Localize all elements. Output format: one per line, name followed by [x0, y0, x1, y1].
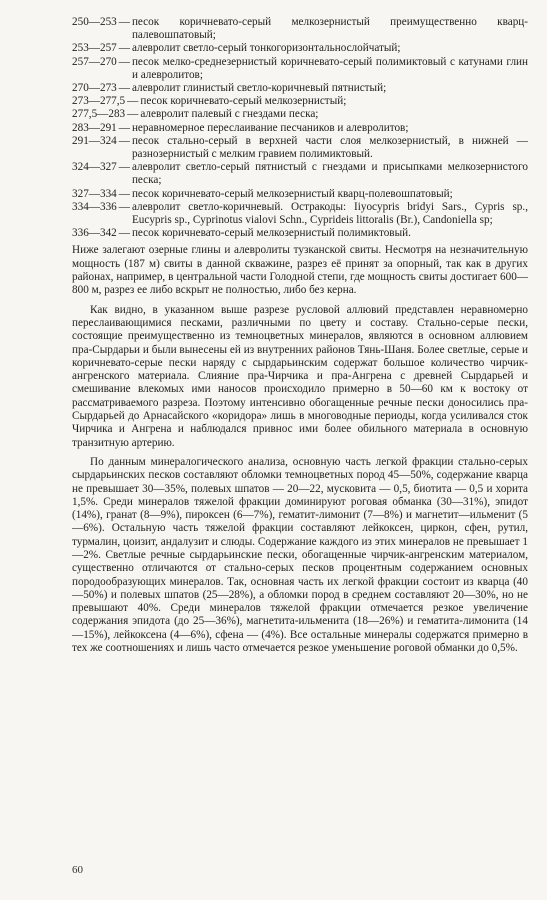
layer-depth-range: 273—277,5	[72, 95, 126, 108]
layer-description: алевролит светло-коричневый. Остракоды: Iiyocypris bridyi Sars., Cypris sp., Eucypris sp., Cyprinotus vialovi Schn., Cyprideis littoralis (Br.), Candoniella sp;	[131, 200, 528, 227]
layer-description: песок коричневато-серый мелкозернистый;	[140, 95, 347, 108]
layer-depth-range: 327—334	[72, 187, 117, 200]
layer-description: песок коричневато-серый мелкозернистый кварц-полевошпатовый;	[131, 187, 453, 200]
layer-item	[72, 108, 528, 121]
paragraph-mineralogical-analysis: По данным минералогического анализа, основную часть легкой фракции стально-серых сырдарьинских песков составляют обломки темноцветных пород 45—50%, содержание кварца не превышает 30—35%, полевых шпатов — 20—22, мусковита — 0,5, биотита — 0,5 и хорита 1,5%. Среди минералов тяжелой фракции доминируют роговая обманка (30—31%), эпидот (14%), гранат (8—9%), пироксен (6—7%), гематит-лимонит (7—8%) и магнетит—ильменит (5—6%). Остальную часть тяжелой фракции составляют лейкоксен, циркон, сфен, рутил, турмалин, цоизит, андалузит и слюды. Содержание каждого из этих минералов не превышает 1—2%. Светлые речные сырдарьинские пески, обогащенные чирчик-ангренским материалом, существенно отличаются от стально-серых песков процентным содержанием основных породообразующих минералов. Так, основная часть их легкой фракции состоит из кварца (40—50%) и полевых шпатов (25—28%), а обломки пород в среднем составляют 20—30%, но не превышают 40%. Среди минералов тяжелой фракции отмечается резкое увеличение содержания эпидота (до 25—36%), магнетита-ильменита (18—26%) и гематита-лимонита (14—15%), лейкоксена (4—6%), сфена — (4%). Все остальные минералы содержатся примерно в тех же соотношениях и лишь часто отмечается резкое уменьшение роговой обманки до 0,5%.	[72, 455, 528, 655]
layer-description: песок коричневато-серый мелкозернистый преимущественно кварц-палевошпатовый;	[131, 16, 528, 42]
layer-depth-range: 324—327	[72, 161, 117, 174]
layer-item	[72, 95, 528, 108]
layer-dash: —	[118, 121, 130, 134]
layer-item	[72, 161, 528, 187]
layer-dash: —	[127, 95, 139, 108]
layer-depth-range: 270—273	[72, 82, 117, 95]
layer-item	[72, 188, 528, 201]
layer-dash: —	[118, 227, 130, 240]
layer-item	[72, 42, 528, 55]
layer-depth-range: 277,5—283	[72, 108, 126, 121]
layer-dash: —	[118, 55, 130, 68]
layer-dash: —	[118, 161, 130, 174]
layer-depth-range: 336—342	[72, 227, 117, 240]
layer-description: песок мелко-среднезернистый коричневато-серый полимиктовый с катунами глин и алевролитов;	[131, 55, 528, 81]
paragraph-alluvium-description: Как видно, в указанном выше разрезе русловой аллювий представлен неравномерно переслаивающимися песками, различными по цвету и составу. Стально-серые пески, состоящие преимущественно из темноцветных минералов, являются в основном аллювием пра-Сырдарьи и были вынесены ей из внутренних районов Тянь-Шаня. Более светлые, серые и коричневато-серые пески наряду с сырдарьинским содержат большое количество чирчик-ангренского материала. Слияние пра-Чирчика и пра-Ангрена с древней Сырдарьей и смешивание влекомых ими наносов происходило примерно в 50—60 км к востоку от рассматриваемого разреза. Поэтому интенсивно обогащенные речные пески доносились пра-Сырдарьей до Арнасайского «коридора» лишь в многоводные периоды, когда усиливался сток Чирчика и Ангрена и наблюдался привнос ими более обильного материала в основную транзитную артерию.	[72, 303, 528, 449]
layer-dash: —	[118, 134, 130, 147]
layer-dash: —	[118, 16, 130, 28]
layer-item	[72, 201, 528, 227]
layer-depth-range: 250—253	[72, 16, 117, 28]
layer-item	[72, 227, 528, 240]
layer-description: неравномерное переслаивание песчаников и алевролитов;	[131, 121, 409, 134]
layer-dash: —	[118, 82, 130, 95]
layer-depth-range: 283—291	[72, 121, 117, 134]
layer-item	[72, 122, 528, 135]
layer-list	[72, 16, 528, 240]
layer-depth-range: 334—336	[72, 200, 117, 213]
layer-item	[72, 82, 528, 95]
page-content	[72, 16, 528, 655]
layer-dash: —	[118, 187, 130, 200]
layer-depth-range: 253—257	[72, 42, 117, 55]
page-number: 60	[72, 864, 83, 876]
layer-depth-range: 257—270	[72, 55, 117, 68]
layer-depth-range: 291—324	[72, 134, 117, 147]
layer-description: песок коричневато-серый мелкозернистый полимиктовый.	[131, 227, 411, 240]
layer-description: алевролит светло-серый пятнистый с гнездами и присыпками мелкозернистого песка;	[131, 161, 528, 187]
layer-dash: —	[127, 108, 139, 121]
paragraph-tuzkan-suite: Ниже залегают озерные глины и алевролиты тузканской свиты. Несмотря на незначительную мощность (187 м) свиты в данной скважине, разрез её принят за опорный, так как в других районах, например, в центральной части Голодной степи, где мощность свиты достигает 600—800 м, разрез ее либо вскрыт не полностью, либо без керна.	[72, 244, 528, 297]
layer-description: песок стально-серый в верхней части слоя мелкозернистый, в нижней — разнозернистый с мелким гравием полимиктовый.	[131, 134, 528, 161]
layer-dash: —	[118, 200, 130, 213]
layer-item	[72, 56, 528, 82]
layer-item	[72, 135, 528, 161]
layer-dash: —	[118, 42, 130, 55]
layer-description: алевролит светло-серый тонкогоризонтальнослойчатый;	[131, 42, 401, 55]
layer-description: алевролит палевый с гнездами песка;	[140, 108, 319, 121]
layer-description: алевролит глинистый светло-коричневый пятнистый;	[131, 82, 387, 95]
layer-item	[72, 16, 528, 42]
